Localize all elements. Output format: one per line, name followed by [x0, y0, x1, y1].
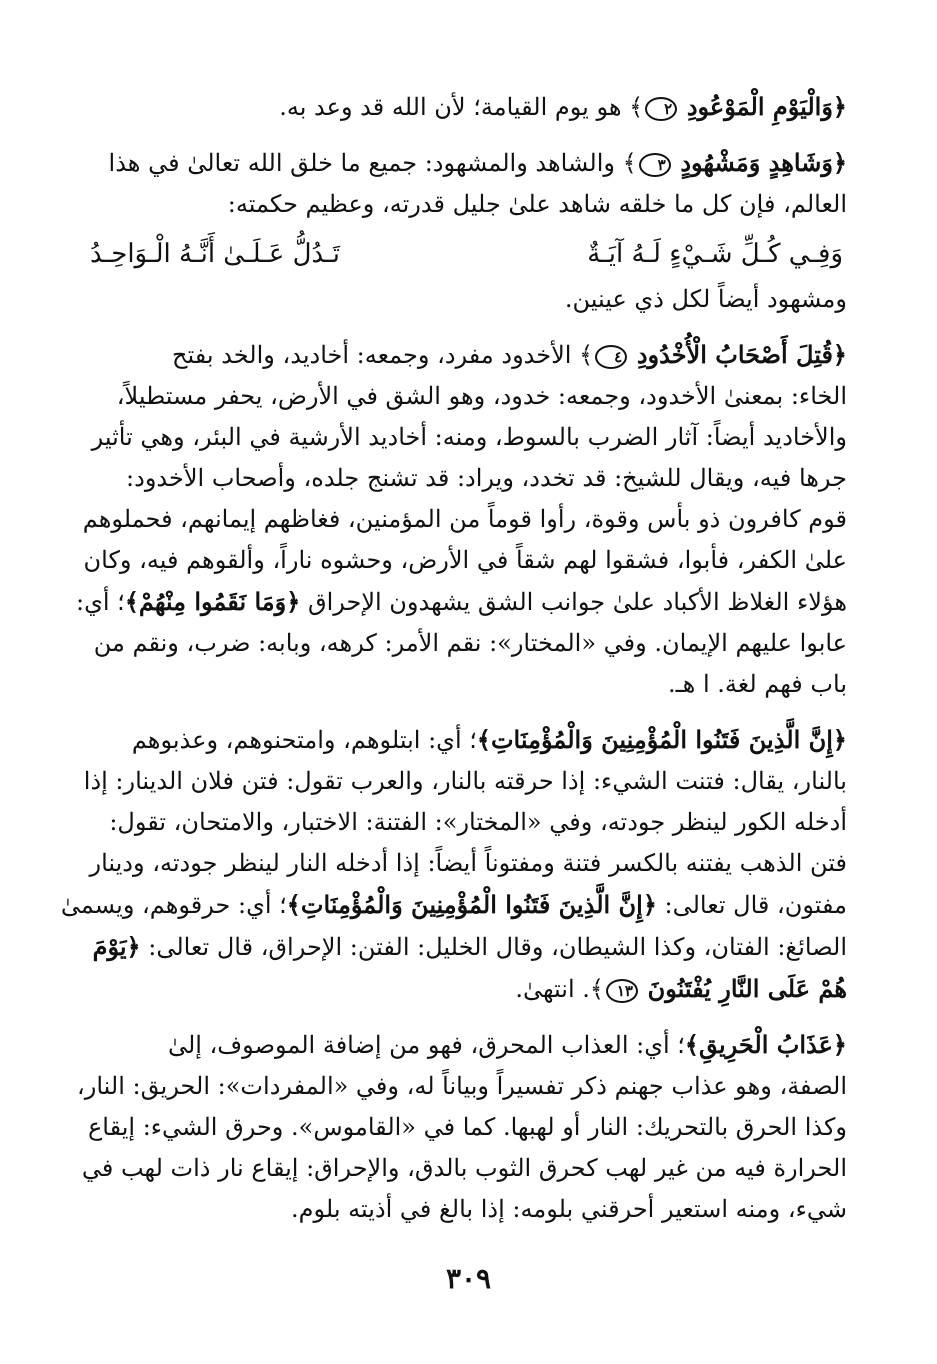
text-line: شيء، ومنه استعير أحرقني بلومه: إذا بالغ في أذيته بلوم.	[291, 1195, 847, 1223]
commentary-text: هؤلاء الغلاظ الأكباد علىٰ جوانب الشق يشهدون الإحراق	[307, 588, 847, 616]
commentary-text: ؛ أي: العذاب المحرق، فهو من إضافة الموصوف، إلىٰ	[167, 1031, 685, 1059]
text-line: جرها فيه، ويقال للشيخ: قد تخدد، ويراد: قد تشنج جلده، وأصحاب الأخدود:	[126, 464, 847, 492]
poem-second-hemistich: تَـدُلُّ عَـلَـىٰ أَنَّـهُ الْـوَاحِـدُ	[90, 239, 340, 269]
text-line: الصفة، وهو عذاب جهنم ذكر تفسيراً وبياناً له، وفي «المفردات»: الحريق: النار،	[77, 1072, 847, 1100]
text-line: عابوا عليهم الإيمان. وفي «المختار»: نقم الأمر: كرهه، وبابه: ضرب، ونقم من	[93, 629, 847, 657]
commentary-text: الصائغ: الفتان، وكذا الشيطان، وقال الخليل: الفتن: الإحراق، قال تعالى:	[148, 933, 847, 961]
quran-quote: ﴿قُتِلَ أَصْحَابُ الْأُخْدُودِ	[636, 340, 847, 369]
commentary-text: مفتون، قال تعالى:	[664, 891, 847, 919]
text-line	[86, 86, 847, 128]
text-line: باب فهم لغة. ا هـ.	[668, 670, 847, 698]
quran-quote: ﴿وَمَا نَقَمُوا مِنْهُمْ﴾	[124, 587, 301, 616]
commentary-text: ﴾ والشاهد والمشهود: جميع ما خلق الله تعالىٰ في هذا	[108, 149, 637, 177]
text-line	[86, 926, 847, 968]
poem-first-hemistich: وَفِـي كُـلِّ شَـيْءٍ لَـهُ آيَـةٌ	[587, 239, 843, 269]
commentary-text: ﴾ الأخدود مفرد، وجمعه: أخاديد، والخد بفتح	[172, 341, 594, 369]
paragraph-fatanu	[60, 719, 847, 1010]
text-line: الخاء: بمعنىٰ الأخدود، وجمعه: خدود، وهو الشق في الأرض، يحفر مستطيلاً،	[116, 382, 847, 410]
verse-number-marker: ٣	[639, 153, 671, 177]
text-line: أدخله الكور لينظر جودته، وفي «المختار»: الفتنة: الاختبار، والامتحان، تقول:	[109, 808, 847, 836]
quran-quote: ﴿وَشَاهِدٍ وَمَشْهُودٍ	[680, 148, 847, 177]
poem-verse	[90, 231, 843, 277]
commentary-text: ﴾ هو يوم القيامة؛ لأن الله قد وعد به.	[279, 93, 644, 121]
text-line	[60, 884, 847, 926]
text-line: والأخاديد أيضاً: آثار الضرب بالسوط، ومنه: أخاديد الأرشية في البئر، وهي تأثير	[91, 423, 847, 451]
verse-number-marker: ١٣	[606, 979, 638, 1003]
verse-number-marker: ٤	[595, 345, 627, 369]
paragraph-ukhdud	[76, 334, 847, 705]
paragraph-yawm-mawood	[86, 86, 847, 128]
text-line	[76, 581, 847, 623]
quran-quote: ﴿عَذَابُ الْحَرِيقِ﴾	[684, 1030, 847, 1059]
text-line: الحرارة فيه من غير لهب كحرق الثوب بالدق، والإحراق: إيقاع نار ذات لهب في	[81, 1154, 847, 1182]
commentary-text: ؛ أي:	[76, 588, 125, 616]
text-line	[86, 1024, 847, 1066]
quran-quote: هُمْ عَلَى النَّارِ يُفْتَنُونَ	[647, 974, 847, 1003]
verse-number-marker: ٢	[645, 97, 677, 121]
quran-quote: ﴿وَالْيَوْمِ الْمَوْعُودِ	[686, 92, 847, 121]
text-line	[86, 142, 847, 184]
text-line: العالم، فإن كل ما خلقه شاهد علىٰ جليل قدرته، وعظيم حكمته:	[227, 190, 847, 218]
page-number: ٣٠٩	[445, 1262, 492, 1295]
quran-quote: ﴿يَوْمَ	[92, 932, 141, 961]
paragraph-mashhud-continuation	[86, 279, 847, 320]
commentary-text: ؛ أي: ابتلوهم، وامتحنوهم، وعذبوهم	[131, 726, 477, 754]
text-line	[86, 334, 847, 376]
text-line	[86, 968, 847, 1010]
paragraph-shahid-mashhud	[86, 142, 847, 225]
text-line: قوم كافرون ذو بأس وقوة، رأوا قوماً من المؤمنين، فغاظهم إيمانهم، فحملوهم	[82, 505, 847, 533]
quran-quote: ﴿إِنَّ الَّذِينَ فَتَنُوا الْمُؤْمِنِينَ وَالْمُؤْمِنَاتِ﴾	[476, 725, 847, 754]
paragraph-hariq	[77, 1024, 847, 1230]
commentary-text: ؛ أي: حرقوهم، ويسمىٰ	[60, 891, 287, 919]
text-line: علىٰ الكفر، فأبوا، فشقوا لهم شقاً في الأرض، وحشوه ناراً، وألقوهم فيه، وكان	[83, 546, 847, 574]
text-line: ومشهود أيضاً لكل ذي عينين.	[564, 285, 847, 313]
commentary-text: ﴾. انتهىٰ.	[515, 975, 604, 1003]
quran-quote: ﴿إِنَّ الَّذِينَ فَتَنُوا الْمُؤْمِنِينَ وَالْمُؤْمِنَاتِ﴾	[286, 890, 657, 919]
text-line: وكذا الحرق بالتحريك: النار أو لهبها. كما في «القاموس». وحرق الشيء: إيقاع	[87, 1113, 847, 1141]
text-line: بالنار، يقال: فتنت الشيء: إذا حرقته بالنار، والعرب تقول: فتن فلان الدينار: إذا	[83, 767, 847, 795]
text-line	[86, 719, 847, 761]
text-line: فتن الذهب يفتنه بالكسر فتنة ومفتوناً أيضاً: إذا أدخله النار لينظر جودته، ودينار	[89, 849, 847, 877]
